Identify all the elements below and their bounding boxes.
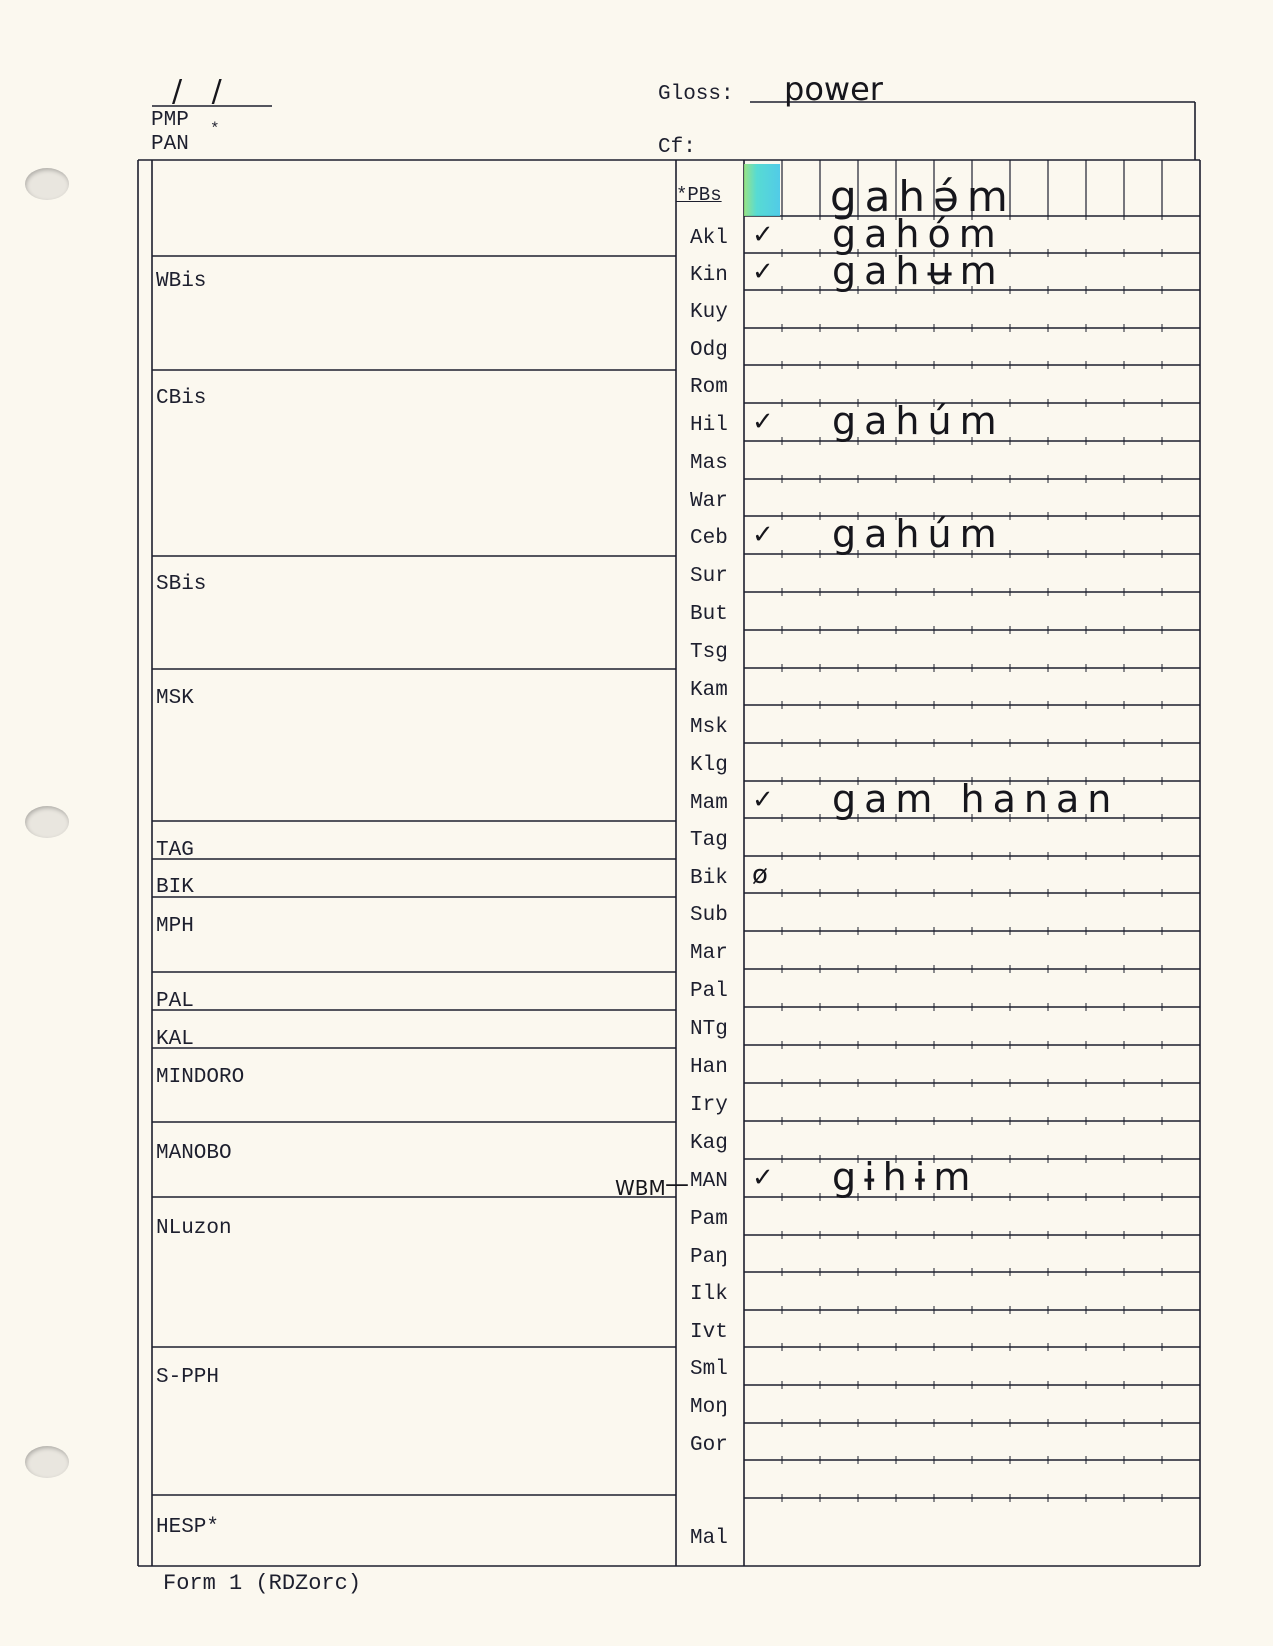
language-form: gɨhɨm xyxy=(832,1155,979,1199)
section-label-kal: KAL xyxy=(156,1028,194,1051)
gloss-value: power xyxy=(784,70,883,108)
language-code: Mas xyxy=(690,452,728,475)
section-label-mindoro: MINDORO xyxy=(156,1066,245,1089)
language-code: Gor xyxy=(690,1434,728,1457)
pmp-label: PMP xyxy=(151,109,189,132)
check-mark: ø xyxy=(752,860,768,890)
section-label-s-pph: S-PPH xyxy=(156,1366,220,1389)
proto-label: *PBs xyxy=(676,184,722,206)
language-code: Iry xyxy=(690,1094,728,1117)
section-label-mph: MPH xyxy=(156,915,194,938)
language-code: Kuy xyxy=(690,301,728,324)
language-code: Kin xyxy=(690,264,728,287)
language-code: Kag xyxy=(690,1132,728,1155)
language-form: gahóm xyxy=(832,212,1004,256)
cf-label: Cf: xyxy=(658,136,696,159)
section-label-msk: MSK xyxy=(156,687,194,710)
section-label-manobo: MANOBO xyxy=(156,1142,232,1165)
language-code: Bik xyxy=(690,867,728,890)
language-form: gahúm xyxy=(832,512,1005,556)
language-code: Ilk xyxy=(690,1283,728,1306)
section-label-tag: TAG xyxy=(156,839,194,862)
language-code: Tsg xyxy=(690,641,728,664)
language-code: Sur xyxy=(690,565,728,588)
check-mark: ✓ xyxy=(752,257,774,287)
language-code: Rom xyxy=(690,376,728,399)
language-form: gahʉm xyxy=(832,249,1005,293)
check-mark: ✓ xyxy=(752,520,774,550)
section-label-bik: BIK xyxy=(156,876,194,899)
language-code: Ivt xyxy=(690,1321,728,1344)
language-code: Tag xyxy=(690,829,728,852)
proto-form: gahə́m xyxy=(830,172,1016,221)
section-label-pal: PAL xyxy=(156,990,194,1013)
check-mark: ✓ xyxy=(752,220,774,250)
language-code: Han xyxy=(690,1056,728,1079)
section-label-sbis: SBis xyxy=(156,573,207,596)
wbm-note: WBM xyxy=(615,1176,666,1200)
language-code: Akl xyxy=(690,227,728,250)
check-mark: ✓ xyxy=(752,407,774,437)
section-label-hesp: HESP* xyxy=(156,1516,220,1539)
language-code: Ceb xyxy=(690,527,728,550)
section-label-cbis: CBis xyxy=(156,387,207,410)
language-code: Pal xyxy=(690,980,728,1003)
language-code: Sub xyxy=(690,904,728,927)
language-code: MAN xyxy=(690,1170,728,1193)
language-form: gam hanan xyxy=(832,777,1120,821)
wbm-dash: — xyxy=(665,1170,689,1198)
gloss-label: Gloss: xyxy=(658,83,734,106)
language-code: Moŋ xyxy=(690,1396,728,1419)
date-marks: / / xyxy=(172,74,232,109)
language-code: Paŋ xyxy=(690,1246,728,1269)
language-code: Mam xyxy=(690,792,728,815)
language-code: Mar xyxy=(690,942,728,965)
language-code: War xyxy=(690,490,728,513)
language-code: Msk xyxy=(690,716,728,739)
section-label-nluzon: NLuzon xyxy=(156,1217,232,1240)
language-code: Odg xyxy=(690,339,728,362)
language-code: NTg xyxy=(690,1018,728,1041)
language-code: But xyxy=(690,603,728,626)
language-code: Sml xyxy=(690,1358,728,1381)
pan-label: PAN xyxy=(151,133,189,156)
check-mark: ✓ xyxy=(752,1163,774,1193)
language-code: Klg xyxy=(690,754,728,777)
language-code: Pam xyxy=(690,1208,728,1231)
pan-asterisk: * xyxy=(210,120,220,138)
language-code: Mal xyxy=(690,1527,728,1550)
language-form: gahúm xyxy=(832,399,1005,443)
highlight-mark xyxy=(744,164,780,216)
language-code: Kam xyxy=(690,679,728,702)
section-label-wbis: WBis xyxy=(156,270,207,293)
check-mark: ✓ xyxy=(752,785,774,815)
form-footer: Form 1 (RDZorc) xyxy=(163,1571,362,1596)
language-code: Hil xyxy=(690,414,728,437)
